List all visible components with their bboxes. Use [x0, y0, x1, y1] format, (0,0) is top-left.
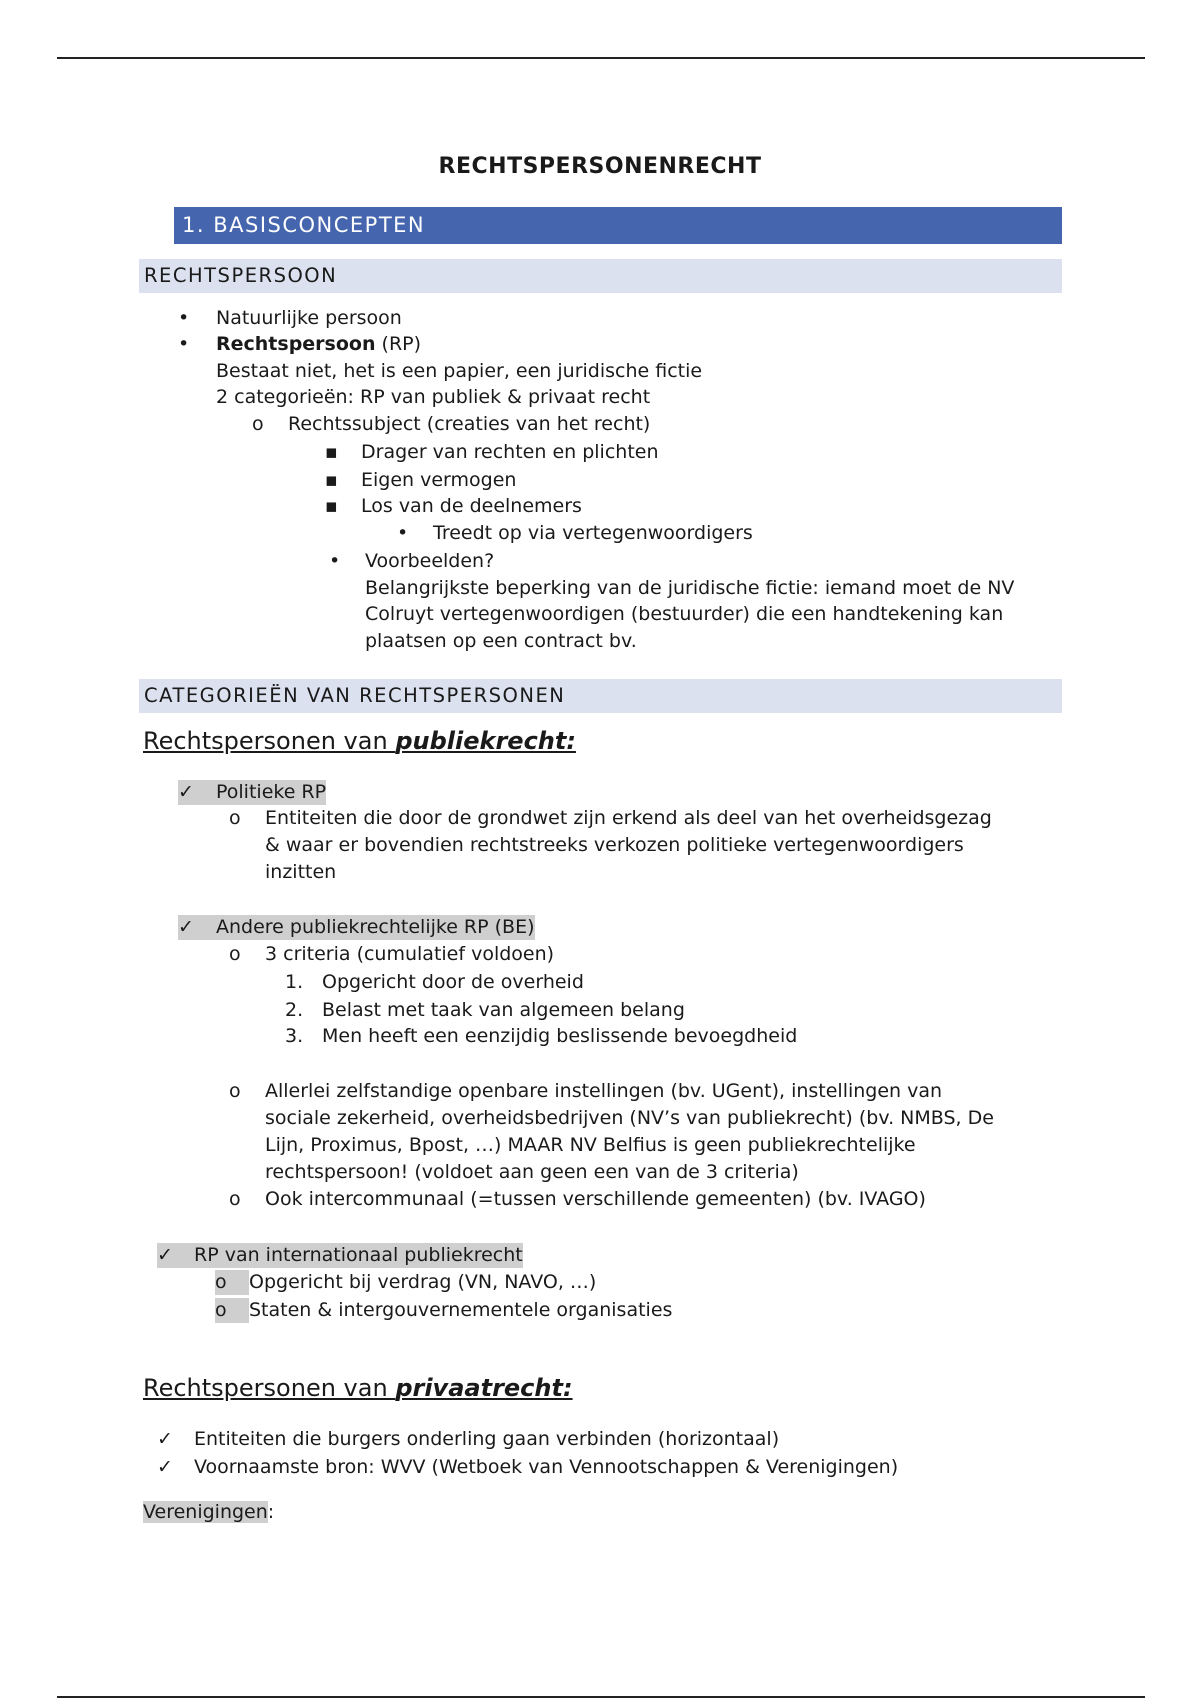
- text-line: Entiteiten die door de grondwet zijn erkend als deel van het overheidsgezag: [265, 807, 992, 829]
- text-line-criteria-intro: 3 criteria (cumulatief voldoen): [265, 943, 555, 965]
- bottom-rule: [57, 1696, 1145, 1698]
- text-line-categories: 2 categorieën: RP van publiek & privaat recht: [216, 386, 651, 408]
- circle-bullet-icon: o: [229, 943, 241, 965]
- bullet-icon: •: [329, 550, 341, 572]
- check-icon: ✓: [178, 916, 194, 938]
- chapter-heading-text: 1. BASISCONCEPTEN: [182, 213, 426, 237]
- highlighted-checklist-item: [157, 1243, 523, 1268]
- circle-bullet-icon: o: [229, 1080, 241, 1102]
- international-item: [215, 1270, 596, 1295]
- check-icon: ✓: [157, 1456, 173, 1478]
- term-abbrev: (RP): [375, 333, 422, 355]
- subheading-emphasis: publiekrecht:: [395, 727, 576, 755]
- list-item-examples: Voorbeelden?: [365, 550, 495, 572]
- checklist-item: Entiteiten die burgers onderling gaan verbinden (horizontaal): [194, 1428, 780, 1450]
- page-title: RECHTSPERSONENRECHT: [438, 154, 762, 179]
- text-line: Allerlei zelfstandige openbare instellingen (bv. UGent), instellingen van: [265, 1080, 943, 1102]
- criteria-item: Belast met taak van algemeen belang: [322, 999, 685, 1021]
- item-label: Staten & intergouvernementele organisaties: [249, 1299, 673, 1321]
- list-number: 2.: [285, 999, 304, 1021]
- criteria-item: Opgericht door de overheid: [322, 971, 584, 993]
- list-number: 3.: [285, 1025, 304, 1047]
- section-heading-text: CATEGORIEËN VAN RECHTSPERSONEN: [144, 684, 566, 707]
- subheading-emphasis: privaatrecht:: [395, 1374, 573, 1402]
- subheading-public-law: [143, 726, 576, 756]
- check-icon: ✓: [157, 1428, 173, 1450]
- chapter-heading: [174, 207, 1062, 244]
- check-icon: ✓: [157, 1244, 173, 1266]
- highlighted-checklist-item: [178, 915, 535, 940]
- list-item-legal-person: [216, 332, 421, 357]
- highlighted-term: Verenigingen: [143, 1501, 268, 1523]
- circle-bullet-icon: o: [215, 1270, 249, 1295]
- subheading-private-law: [143, 1373, 573, 1403]
- square-bullet-icon: ▪: [325, 441, 338, 463]
- list-item-natural-person: Natuurlijke persoon: [216, 307, 402, 329]
- item-label: RP van internationaal publiekrecht: [194, 1244, 523, 1266]
- text-line: sociale zekerheid, overheidsbedrijven (NV’s van publiekrecht) (bv. NMBS, De: [265, 1107, 994, 1129]
- international-item: [215, 1298, 672, 1323]
- list-item: Drager van rechten en plichten: [361, 441, 659, 463]
- highlighted-checklist-item: [178, 780, 326, 805]
- checklist-item: Voornaamste bron: WVV (Wetboek van Vennootschappen & Verenigingen): [194, 1456, 899, 1478]
- label-colon: :: [267, 1501, 275, 1523]
- bullet-icon: •: [397, 522, 409, 544]
- item-label: Politieke RP: [216, 781, 327, 803]
- list-item: Los van de deelnemers: [361, 495, 582, 517]
- associations-label: [143, 1500, 274, 1525]
- text-line-fiction: Bestaat niet, het is een papier, een juridische fictie: [216, 360, 703, 382]
- term-rechtspersoon: Rechtspersoon: [216, 333, 376, 355]
- circle-bullet-icon: o: [252, 413, 264, 435]
- check-icon: ✓: [178, 781, 194, 803]
- text-line-intercommunal: Ook intercommunaal (=tussen verschillende gemeenten) (bv. IVAGO): [265, 1188, 926, 1210]
- list-number: 1.: [285, 971, 304, 993]
- text-line: inzitten: [265, 861, 337, 883]
- text-line: & waar er bovendien rechtstreeks verkozen politieke vertegenwoordigers: [265, 834, 964, 856]
- subheading-prefix: Rechtspersonen van: [143, 1374, 396, 1402]
- item-label: Opgericht bij verdrag (VN, NAVO, …): [249, 1271, 597, 1293]
- bullet-icon: •: [178, 333, 190, 355]
- circle-bullet-icon: o: [229, 807, 241, 829]
- criteria-item: Men heeft een eenzijdig beslissende bevoegdheid: [322, 1025, 798, 1047]
- list-item-rechtssubject: Rechtssubject (creaties van het recht): [288, 413, 651, 435]
- item-label: Andere publiekrechtelijke RP (BE): [216, 916, 535, 938]
- text-line: Lijn, Proximus, Bpost, …) MAAR NV Belfius is geen publiekrechtelijke: [265, 1134, 916, 1156]
- square-bullet-icon: ▪: [325, 469, 338, 491]
- subheading-prefix: Rechtspersonen van: [143, 727, 396, 755]
- square-bullet-icon: ▪: [325, 495, 338, 517]
- text-line: rechtspersoon! (voldoet aan geen een van de 3 criteria): [265, 1161, 799, 1183]
- section-heading-text: RECHTSPERSOON: [144, 264, 338, 287]
- top-rule: [57, 57, 1145, 59]
- list-item-representatives: Treedt op via vertegenwoordigers: [433, 522, 753, 544]
- list-item: Eigen vermogen: [361, 469, 517, 491]
- text-line: Colruyt vertegenwoordigen (bestuurder) die een handtekening kan: [365, 603, 1004, 625]
- text-line: Belangrijkste beperking van de juridische fictie: iemand moet de NV: [365, 577, 1015, 599]
- section-heading-categories: [139, 679, 1062, 713]
- section-heading-rechtspersoon: [139, 259, 1062, 293]
- bullet-icon: •: [178, 307, 190, 329]
- text-line: plaatsen op een contract bv.: [365, 630, 637, 652]
- circle-bullet-icon: o: [215, 1298, 249, 1323]
- circle-bullet-icon: o: [229, 1188, 241, 1210]
